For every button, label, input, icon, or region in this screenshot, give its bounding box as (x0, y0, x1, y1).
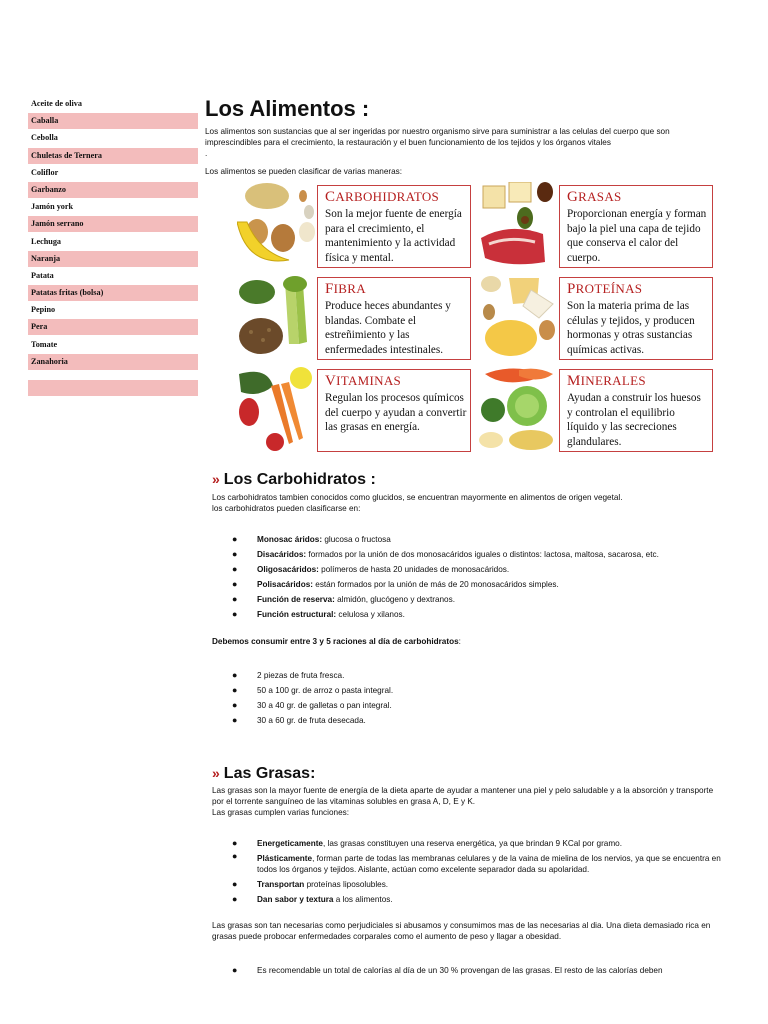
rations-list (232, 668, 393, 728)
rations-colon: : (458, 637, 461, 646)
sidebar-item[interactable]: Tomate (31, 339, 58, 349)
list-item-text: 50 a 100 gr. de arroz o pasta integral. (257, 686, 394, 695)
list-item-text: , las grasas constituyen una reserva energética, ya que brindan 9 KCal por gramo. (322, 839, 622, 848)
page-title: Los Alimentos : (205, 96, 370, 121)
arrow-icon: » (212, 765, 220, 781)
sidebar-item[interactable]: Zanahoria (28, 354, 198, 370)
bullet-icon: ● (232, 879, 238, 889)
bullet-icon: ● (232, 715, 238, 725)
protein-foods-image (479, 274, 559, 360)
fats-p2: Las grasas cumplen varias funciones: (212, 808, 349, 817)
list-item-bold: Oligosacáridos: (257, 565, 319, 574)
sidebar-empty-row (28, 380, 198, 396)
card-title: FIBRA (325, 281, 366, 297)
vitamin-foods-image (237, 366, 317, 452)
food-group-card (237, 274, 471, 360)
sidebar-item[interactable]: Patatas fritas (bolsa) (28, 285, 198, 301)
list-item-text: están formados por la unión de más de 20 monosacáridos simples. (312, 580, 559, 589)
fats-intro (212, 785, 727, 818)
sidebar-item[interactable]: Jamón york (31, 202, 74, 212)
bullet-icon: ● (232, 838, 238, 848)
sidebar-item[interactable]: Caballa (28, 113, 198, 129)
card-title: VITAMINAS (325, 373, 402, 389)
list-item (232, 562, 659, 577)
bullet-icon: ● (232, 700, 238, 710)
sidebar-item[interactable]: Lechuga (31, 236, 62, 246)
sidebar-item[interactable]: Jamón serrano (28, 216, 198, 232)
list-item-text: celulosa y xilanos. (336, 610, 405, 619)
classification-text: Los alimentos se pueden clasificar de varias maneras: (205, 167, 403, 176)
card-description: Produce heces abundantes y blandas. Combate el estreñimiento y las enfermedades intestinales. (325, 300, 451, 356)
bullet-icon: ● (232, 579, 238, 589)
list-item (232, 532, 659, 547)
list-item (232, 668, 393, 683)
list-item (232, 547, 659, 562)
sidebar-item[interactable]: Pera (28, 319, 198, 335)
list-item-text: 2 piezas de fruta fresca. (257, 671, 345, 680)
list-item (232, 963, 732, 978)
intro-paragraph (205, 126, 725, 159)
card-description: Regulan los procesos químicos del cuerpo y ayudan a convertir las grasas en energía. (325, 392, 467, 434)
rations-bold: Debemos consumir entre 3 y 5 raciones al día de carbohidratos (212, 637, 459, 646)
carb-types-list (232, 532, 659, 622)
bullet-icon: ● (232, 534, 238, 544)
list-item-bold: Polisacáridos: (257, 580, 313, 589)
bullet-icon: ● (232, 564, 238, 574)
arrow-icon: » (212, 471, 220, 487)
sidebar-item[interactable]: Patata (31, 270, 54, 280)
food-group-card (237, 182, 471, 268)
sidebar-item[interactable]: Cebolla (31, 133, 58, 143)
food-group-card (479, 182, 713, 268)
bullet-icon: ● (232, 609, 238, 619)
sidebar-item[interactable]: Aceite de oliva (31, 99, 82, 108)
fats-p1: Las grasas son la mayor fuente de energía de la dieta aparte de ayudar a mantener una piel y pelo saludable y a la absorción y transporte por el torrente sanguíneo de las vitaminas solubles en grasa A, D, E y K. (212, 786, 714, 806)
list-item-bold: Plásticamente (257, 854, 313, 863)
list-item (232, 892, 722, 907)
list-item (232, 577, 659, 592)
list-item (232, 698, 393, 713)
bullet-icon: ● (232, 851, 238, 861)
fats-heading-text: Las Grasas: (223, 765, 316, 782)
card-description: Ayudan a construir los huesos y controlan el equilibrio líquido y las secreciones glandulares. (567, 392, 701, 448)
list-item (232, 683, 393, 698)
carbohydrate-foods-image (237, 182, 317, 268)
sidebar (28, 96, 198, 396)
list-item-text: , forman parte de todas las membranas celulares y de la vaina de mielina de los nervios, ya que se encuentra en todos los órganos y tejidos. Aislante, actúan como excelente separador dada su apolaridad. (257, 854, 721, 874)
carbs-intro (212, 492, 722, 514)
list-item-text: proteínas liposolubles. (304, 880, 389, 889)
list-item-bold: Energeticamente (257, 839, 323, 848)
last-bullet-text: Es recomendable un total de calorías al día de un 30 % provengan de las grasas. El resto de las calorías deben (257, 966, 663, 975)
bullet-icon: ● (232, 549, 238, 559)
list-item-text: glucosa o fructosa (322, 535, 391, 544)
list-item-bold: Dan sabor y textura (257, 895, 334, 904)
sidebar-item[interactable]: Garbanzo (28, 182, 198, 198)
food-groups-grid (237, 182, 713, 454)
carbs-heading-text: Los Carbohidratos : (223, 471, 376, 488)
food-group-card (479, 274, 713, 360)
mineral-foods-image (479, 366, 559, 452)
fats-last-list (232, 963, 732, 978)
bullet-icon: ● (232, 594, 238, 604)
food-group-card (479, 366, 713, 452)
carbs-heading (212, 469, 376, 490)
main-content (205, 94, 725, 177)
food-group-card (237, 366, 471, 452)
carbs-p2: los carbohidratos pueden clasificarse en: (212, 504, 361, 513)
fats-p3: Las grasas son tan necesarias como perjudiciales si abusamos y consumimos mas de las necesarias al dia. Una dieta demasiado rica en grasas puede probocar enfermedades corparales como el aumento de peso y llagar a obesidad. (212, 921, 711, 941)
card-title: MINERALES (567, 373, 646, 389)
list-item-text: polímeros de hasta 20 unidades de monosacáridos. (318, 565, 510, 574)
card-description: Son la materia prima de las células y tejidos, y producen hormonas y otras sustancias químicas activas. (567, 300, 695, 356)
fiber-foods-image (237, 274, 317, 360)
list-item-bold: Función estructural: (257, 610, 337, 619)
list-item-bold: Función de reserva: (257, 595, 335, 604)
list-item-text: almidón, glucógeno y dextranos. (334, 595, 455, 604)
fats-heading (212, 763, 315, 784)
sidebar-item[interactable]: Naranja (28, 251, 198, 267)
bullet-icon: ● (232, 965, 238, 975)
rations-note (212, 637, 461, 646)
bullet-icon: ● (232, 670, 238, 680)
list-item (232, 877, 722, 892)
list-item-bold: Transportan (257, 880, 305, 889)
intro-dot: . (205, 149, 208, 158)
sidebar-item[interactable]: Pepino (31, 305, 56, 315)
fat-foods-image (479, 182, 559, 268)
intro-text: Los alimentos son sustancias que al ser ingeridas por nuestro organismo sirve para suministrar a las celulas del cuerpo que son imprescindibles para el crecimiento, la restauración y el buen funcionamiento de los tejidos y los órganos vitales (205, 127, 670, 147)
list-item-text: 30 a 60 gr. de fruta desecada. (257, 716, 366, 725)
list-item-text: a los alimentos. (333, 895, 393, 904)
card-description: Son la mejor fuente de energía para el crecimiento, el mantenimiento y la actividad física y mental. (325, 208, 462, 264)
list-item (232, 607, 659, 622)
carbs-p1: Los carbohidratos tambien conocidos como glucidos, se encuentran mayormente en alimentos de origen vegetal. (212, 493, 623, 502)
list-item (232, 592, 659, 607)
sidebar-item[interactable]: Coliflor (31, 167, 59, 177)
bullet-icon: ● (232, 685, 238, 695)
card-title: CARBOHIDRATOS (325, 189, 440, 205)
card-description: Proporcionan energía y forman bajo la piel una capa de tejido que conserva el calor del cuerpo. (567, 208, 707, 264)
list-item-text: formados por la unión de dos monosacáridos iguales o distintos: lactosa, maltosa, sacarosa, etc. (306, 550, 659, 559)
list-item (232, 851, 722, 877)
card-title: PROTEÍNAS (567, 281, 643, 297)
list-item-text: 30 a 40 gr. de galletas o pan integral. (257, 701, 392, 710)
bullet-icon: ● (232, 894, 238, 904)
list-item-bold: Disacáridos: (257, 550, 307, 559)
fat-functions-list (232, 836, 722, 907)
card-title: GRASAS (567, 189, 622, 205)
sidebar-item[interactable]: Chuletas de Ternera (28, 148, 198, 164)
list-item-bold: Monosac áridos: (257, 535, 323, 544)
list-item (232, 836, 722, 851)
list-item (232, 713, 393, 728)
